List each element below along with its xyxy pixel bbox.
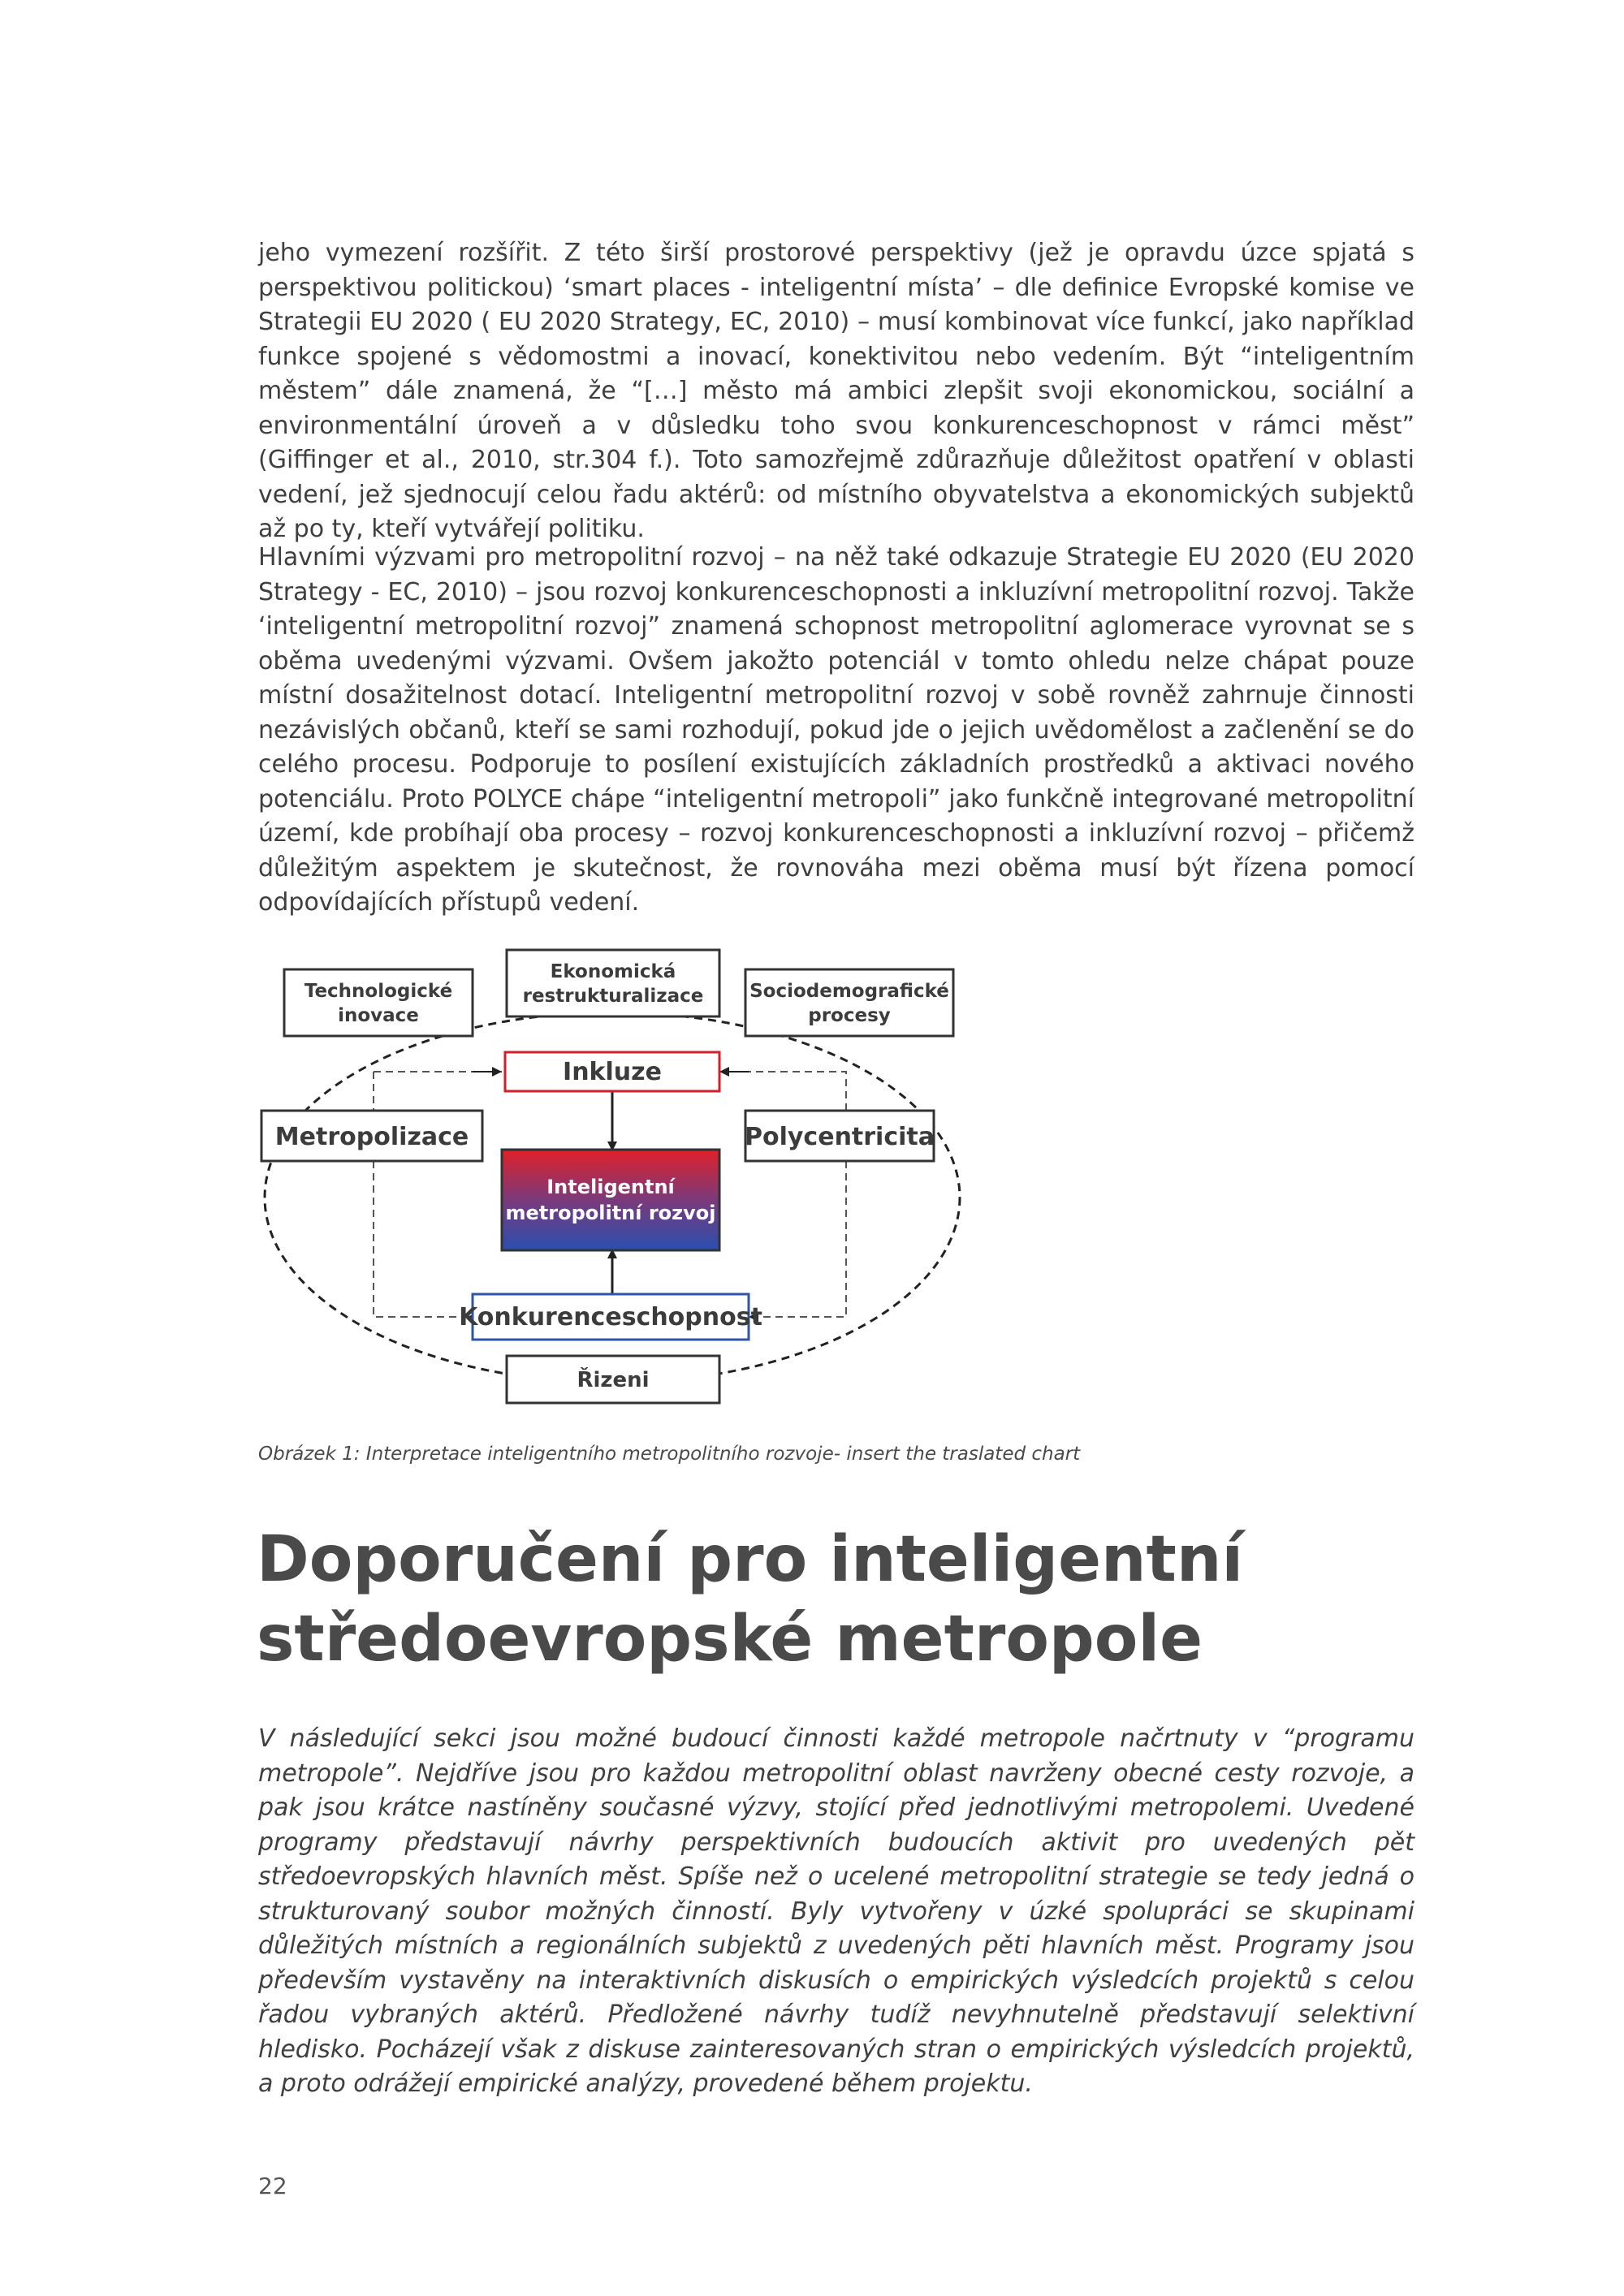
- section-heading: [257, 1520, 1393, 1679]
- box-rizeni: [507, 1356, 719, 1403]
- box-metropolizace: [261, 1111, 482, 1161]
- box-metropolizace-label: Metropolizace: [274, 1123, 469, 1151]
- dashed-connector-right-top: [719, 1072, 846, 1112]
- box-inkluze-label: Inkluze: [563, 1058, 662, 1086]
- box-technologicke-inovace: [284, 969, 473, 1036]
- box-polycentricita: [745, 1111, 935, 1161]
- box-center-line1: Inteligentní: [546, 1176, 675, 1198]
- dashed-connector-right-bottom: [749, 1161, 846, 1317]
- box-rizeni-label: Řizeni: [577, 1368, 650, 1392]
- box-inkluze: [505, 1052, 719, 1091]
- body-paragraph-2: Hlavními výzvami pro metropolitní rozvoj – na něž také odkazuje Strategie EU 2020 (EU 2020 Strategy - EC, 2010) – jsou rozvoj konkurenceschopnosti a inkluzívní metropolitní rozvoj. Takže ‘inteligentní metropolitní rozvoj” znamená schopnost metropolitní aglomerace vyrovnat se s oběma uvedenými výzvami. Ovšem jakožto potenciál v tomto ohledu nelze chápat pouze místní dosažitelnost dotací. Inteligentní metropolitní rozvoj v sobě rovněž zahrnuje činnosti nezávislých občanů, kteří se sami rozhodují, pokud jde o jejich uvědomělost a začlenění se do celého procesu. Podporuje to posílení existujících základních prostředků a aktivaci nového potenciálu. Proto POLYCE chápe “inteligentní metropoli” jako funkčně integrované metropolitní území, kde probíhají oba procesy – rozvoj konkurenceschopnosti a inkluzívní rozvoj – přičemž důležitým aspektem je skutečnost, že rovnováha mezi oběma musí být řízena pomocí odpovídajících přístupů vedení.: [258, 543, 1415, 917]
- heading-line2: středoevropské metropole: [257, 1603, 1203, 1676]
- box-socio-line1: Sociodemografické: [749, 981, 949, 1002]
- box-technologicke-line1: Technologické: [304, 981, 453, 1002]
- box-technologicke-line2: inovace: [338, 1005, 419, 1026]
- heading-line1: Doporučení pro inteligentní: [257, 1523, 1244, 1596]
- figure-caption: Obrázek 1: Interpretace inteligentního metropolitního rozvoje- insert the traslated chart: [258, 1444, 1081, 1465]
- body-paragraph-1: jeho vymezení rozšířit. Z této širší prostorové perspektivy (jež je opravdu úzce spjatá s perspektivou politickou) ‘smart places - inteligentní místa’ – dle definice Evropské komise ve Strategii EU 2020 ( EU 2020 Strategy, EC, 2010) – musí kombinovat více funkcí, jako například funkce spojené s vědomostmi a inovací, konektivitou nebo vedením. Být “inteligentním městem” dále znamená, že “[…] město má ambici zlepšit svoji ekonomickou, sociální a environmentální úroveň a v důsledku toho svou konkurenceschopnost v rámci měst” (Giffinger et al., 2010, str.304 f.). Toto samozřejmě zdůrazňuje důležitost opatření v oblasti vedení, jež sjednocují celou řadu aktérů: od místního obyvatelstva a ekonomických subjektů až po ty, kteří vytvářejí politiku.: [258, 239, 1415, 543]
- box-sociodemograficke-procesy: [745, 969, 953, 1036]
- box-ekonomicka-restrukturalizace: [507, 950, 719, 1016]
- box-center-line2: metropolitní rozvoj: [505, 1202, 716, 1224]
- page-number: 22: [258, 2173, 287, 2199]
- body-paragraph-3: V následující sekci jsou možné budoucí činnosti každé metropole načrtnuty v “programu metropole”. Nejdříve jsou pro každou metropolitní oblast navrženy obecné cesty rozvoje, a pak jsou krátce nastíněny současné výzvy, stojící před jednotlivými metropolemi. Uvedené programy představují návrhy perspektivních budoucích aktivit pro uvedených pět středoevropských hlavních měst. Spíše než o ucelené metropolitní strategie se tedy jedná o strukturovaný soubor možných činností. Byly vytvořeny v úzké spolupráci se skupinami důležitých místních a regionálních subjektů z uvedených pěti hlavních měst. Programy jsou především vystavěny na interaktivních diskusích o empirických výsledcích projektů s celou řadou vybraných aktérů. Předložené návrhy tudíž nevyhnutelně představují selektivní hledisko. Pocházejí však z diskuse zainteresovaných stran o empirických výsledcích projektů, a proto odrážejí empirické analýzy, provedené během projektu.: [258, 1724, 1415, 2098]
- box-konkurence-label: Konkurenceschopnost: [459, 1303, 762, 1331]
- smart-development-diagram: [244, 934, 991, 1413]
- box-inteligentni-metropolitni-rozvoj: [502, 1150, 719, 1250]
- dashed-connector-left-top: [374, 1072, 502, 1112]
- box-polycentricita-label: Polycentricita: [745, 1123, 935, 1151]
- box-ekonomicka-line2: restrukturalizace: [522, 986, 704, 1007]
- box-socio-line2: procesy: [808, 1005, 891, 1026]
- box-ekonomicka-line1: Ekonomická: [550, 961, 676, 982]
- box-konkurenceschopnost: [459, 1294, 762, 1340]
- dashed-connector-left-bottom: [374, 1161, 471, 1317]
